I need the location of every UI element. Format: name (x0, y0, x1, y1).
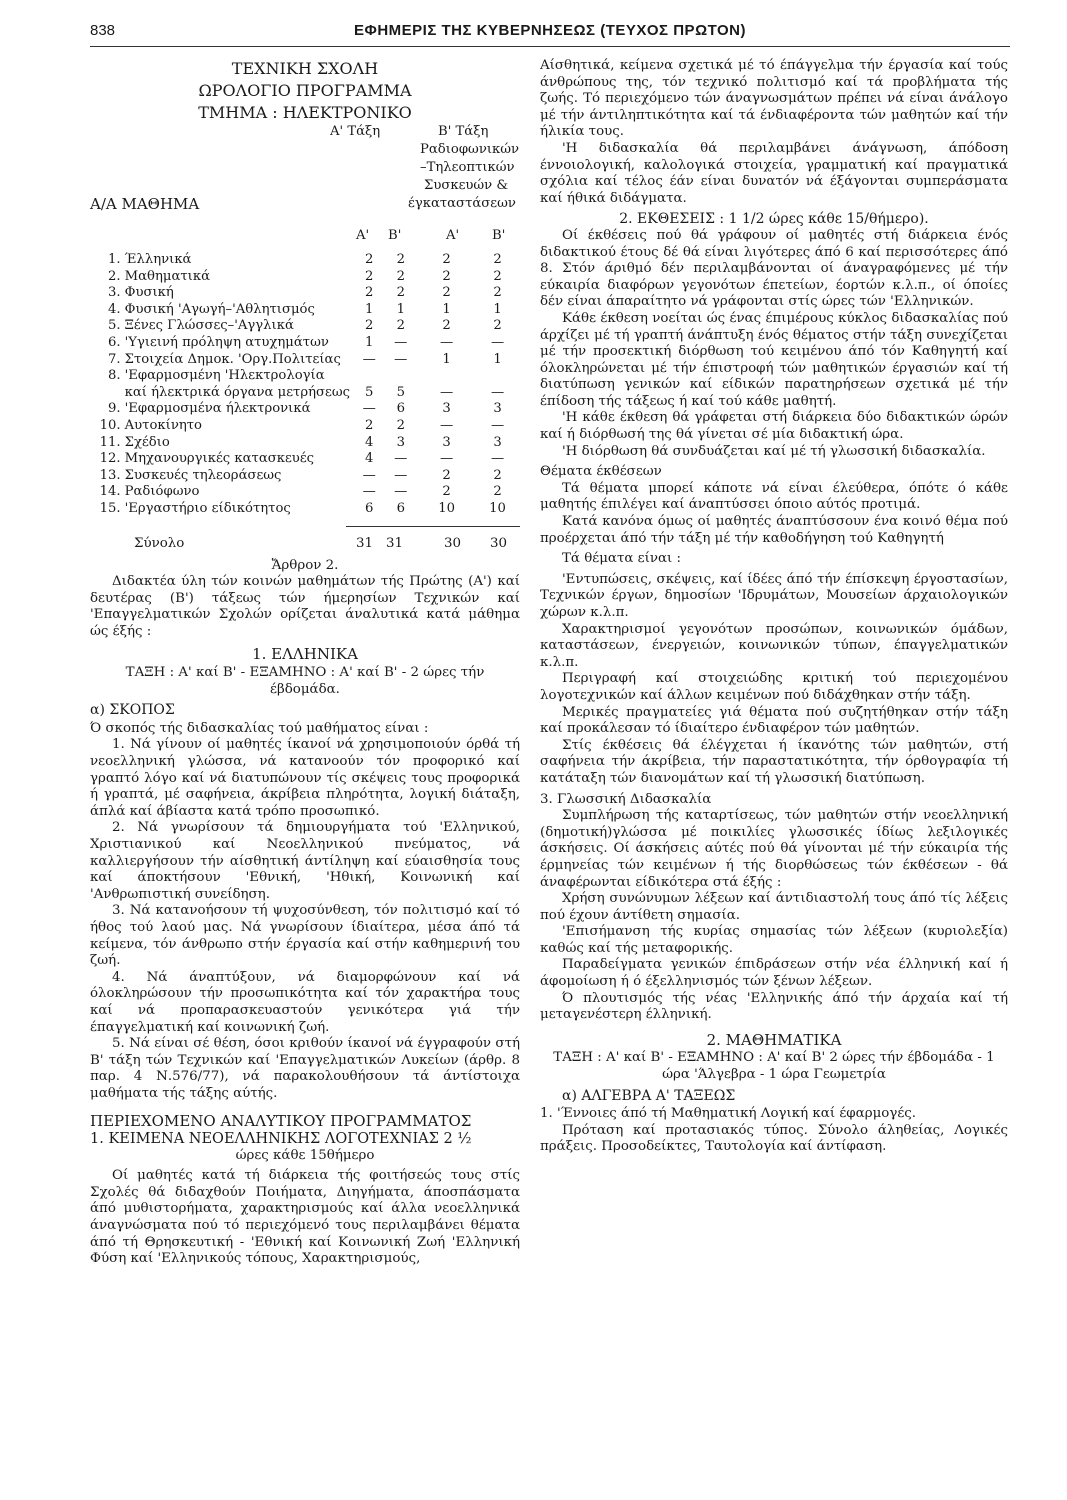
right-p15: Συμπλήρωση τής καταρτίσεως, τών μαθητών στήν νεοελληνική (δημοτική)γλώσσα μέ ποικιλίες γλωσσικές ίδίως λεξιλογικές άσκήσεις. Οί άσκήσεις αύτές πού θά γίνονται μέ τήν εύκαιρία τής έρμηνείας τών κειμένων ή τής διορθώσεως τών έκθέσεων - θά άναφέρωνται είδικότερα στά έξής : (540, 808, 1008, 890)
row-value: 3 (396, 434, 405, 450)
schedule-table (90, 252, 520, 518)
total-3: 30 (444, 535, 462, 551)
row-subject: καί ήλεκτρικά όργανα μετρήσεως (124, 384, 350, 400)
row-value: 6 (396, 401, 405, 417)
schedule-row (90, 385, 520, 402)
row-value: 1 (442, 351, 451, 367)
left-column (90, 58, 520, 1268)
row-value: 3 (493, 434, 502, 450)
page-number: 838 (90, 22, 116, 39)
row-subject: Ραδιόφωνο (124, 484, 200, 500)
right-p5: 'Η κάθε έκθεση θά γράφεται στή διάρκεια δύο διδακτικών ώρών καί ή διόρθωσή της θά γίνεται σέ μία διδακτική ώρα. (540, 410, 1008, 443)
gloss-title: 3. Γλωσσική Διδασκαλία (540, 791, 712, 807)
row-value: 2 (442, 467, 451, 483)
right-p19: Ό πλουτισμός τής νέας 'Ελληνικής άπό τήν άρχαία καί τή μεταγενέστερη έλληνική. (540, 990, 1008, 1023)
right-p2: 'Η διδασκαλία θά περιλαμβάνει άνάγνωση, άπόδοση έννοιολογική, καλολογικά στοιχεία, γραμματική καί πραγματικά σχόλια καί τέλος έάν είναι δυνατόν νά έξάγονται συμπεράσματα καί ήθικά διδάγματα. (540, 140, 1008, 206)
row-number (90, 385, 125, 402)
row-value: — (490, 417, 505, 433)
schedule-row (90, 335, 520, 352)
col-b-sub-3: Συσκευών & (424, 178, 509, 193)
schedule-row (90, 451, 520, 468)
row-subject: 'Εφαρμοσμένα ήλεκτρονικά (124, 401, 311, 417)
row-value: — (490, 334, 505, 350)
row-value: 1 (493, 351, 502, 367)
sub-hdr-4: Β' (492, 228, 506, 243)
row-value: 10 (438, 500, 455, 516)
themata-label: Θέματα έκθέσεων (540, 464, 662, 480)
row-value: 2 (442, 484, 451, 500)
row-value: — (362, 484, 376, 500)
row-number: 2. (108, 268, 121, 284)
right-p16: Χρήση συνώνυμων λέξεων καί άντιδιαστολή τους άπό τίς λέξεις πού έχουν άντίθετη σημασία. (540, 891, 1008, 923)
goal-3: 3. Νά κατανοήσουν τή ψυχοσύνθεση, τόν πολιτισμό καί τό ήθος τού λαού μας. Νά γνωρίσουν ίδιαίτερα, μέσα άπό τά κείμενα, τόν άνθρωπο στήν έργασία καί στήν καθημερινή του ζωή. (90, 903, 520, 969)
row-number: 5. (108, 318, 121, 334)
row-subject: Ξένες Γλώσσες–'Αγγλικά (124, 318, 294, 334)
row-subject: Έλληνικά (124, 252, 192, 267)
schedule-title-3: ΤΜΗΜΑ : ΗΛΕΚΤΡΟΝΙΚΟ (198, 103, 412, 122)
texts-sub: ώρες κάθε 15θήμερο (235, 1147, 375, 1163)
row-value: 3 (442, 434, 451, 450)
row-value: 5 (396, 384, 405, 400)
schedule-row (90, 484, 520, 501)
page-header (90, 22, 1010, 48)
total-label: Σύνολο (134, 535, 185, 551)
ektheseis-title: 2. ΕΚΘΕΣΕΙΣ : 1 1/2 ώρες κάθε 15/θήμερο). (619, 211, 929, 228)
row-value: 2 (493, 285, 502, 301)
row-value: 4 (364, 451, 374, 467)
schedule-row (90, 352, 520, 369)
row-value: 2 (364, 252, 374, 267)
algebra-title: α) ΑΛΓΕΒΡΑ Α' ΤΑΞΕΩΣ (562, 1087, 736, 1104)
row-subject: Φυσική (124, 285, 174, 301)
right-p18: Παραδείγματα γενικών έπιδράσεων στήν νέα έλληνική καί ή άφομοίωση ή ό έξελληνισμός τών ξένων λέξεων. (540, 957, 1008, 990)
row-number: 8. (108, 368, 121, 384)
schedule-row (90, 302, 520, 319)
row-value: 10 (489, 500, 506, 516)
row-number: 11. (99, 434, 121, 450)
col-b-sub-2: –Τηλεοπτικών (420, 160, 515, 175)
row-value: 5 (364, 384, 374, 400)
schedule-row (90, 501, 520, 518)
row-value: 2 (396, 252, 405, 267)
header-rule (90, 46, 1010, 47)
right-p1: Αίσθητικά, κείμενα σχετικά μέ τό έπάγγελμα τήν έργασία καί τούς άνθρώπους της, τόν τεχνικό πολιτισμό καί τά προβλήματα τής ζωής. Τό περιεχόμενο τών άναγνωσμάτων πρέπει νά είναι άνάλογο μέ τήν άντιληπτικότητα καί τά ένδιαφέροντα τών μαθητών καί τήν ήλικία τους. (540, 58, 1008, 140)
sub-hdr-3: Α' (446, 228, 460, 243)
sub-hdr-2: Β' (388, 228, 402, 243)
row-value: 2 (493, 484, 502, 500)
row-value: 2 (364, 318, 374, 334)
row-value: 1 (396, 301, 405, 317)
row-value: 2 (396, 285, 405, 301)
col-b-sub-1: Ραδιοφωνικών (420, 142, 520, 157)
right-p7: Τά θέματα μπορεί κάποτε νά είναι έλεύθερα, όπότε ό κάθε μαθητής έπιλέγει καί άναπτύσσει όποιο αύτός προτιμά. (540, 480, 1008, 513)
row-value: 2 (364, 285, 374, 301)
schedule-row (90, 435, 520, 452)
row-value: 2 (493, 268, 502, 284)
right-p9: Τά θέματα είναι : (562, 551, 682, 567)
texts-title: 1. ΚΕΙΜΕΝΑ ΝΕΟΕΛΛΗΝΙΚΗΣ ΛΟΓΟΤΕΧΝΙΑΣ 2 ½ (90, 1131, 472, 1148)
row-value (383, 368, 418, 385)
schedule-title-2: ΩΡΟΛΟΓΙΟ ΠΡΟΓΡΑΜΜΑ (198, 81, 412, 100)
right-p14: Στίς έκθέσεις θά έλέγχεται ή ίκανότης τών μαθητών, στή σαφήνεια τήν άκρίβεια, τήν παραστατικότητα, τήν όρθογραφία τή κατάταξη τών διανομάτων καί τή γλωσσική διατύπωση. (540, 737, 1008, 786)
texts-body: Οί μαθητές κατά τή διάρκεια τής φοιτήσεώς τους στίς Σχολές θά διδαχθούν Ποιήματα, Διηγήματα, άποσπάσματα άπό μυθιστορήματα, χαρακτηρισμούς καί άλλα νεοελληνικά άναγνώσματα πού τό περιεχόμενό τους περιλαμβάνει θέματα άπό τή Θρησκευτική - 'Εθνική καί Κοινωνική Ζωή 'Ελληνική Φύση καί 'Ελληνικούς τόπους, Χαρακτηρισμούς, (90, 1168, 520, 1267)
row-value: — (440, 417, 454, 433)
article-heading: Ἄρθρον 2. (271, 557, 339, 573)
algebra-1: 1. 'Έννοιες άπό τή Μαθηματική Λογική καί έφαρμογές. (540, 1106, 917, 1122)
schedule-row (90, 401, 520, 418)
row-value: — (440, 451, 454, 467)
schedule-title-1: ΤΕΧΝΙΚΗ ΣΧΟΛΗ (231, 59, 379, 78)
aa-label: Α/Α ΜΑΘΗΜΑ (90, 195, 200, 213)
goal-4: 4. Νά άναπτύξουν, νά διαμορφώνουν καί νά όλοκληρώσουν τήν προσωπικότητα καί τόν χαρακτήρα τους καί νά προπαρασκευαστούν γενικότερα γιά τήν έπαγγελματική καί κοινωνική ζωή. (90, 969, 520, 1035)
total-1: 31 (356, 535, 374, 551)
row-value: — (394, 451, 408, 467)
row-subject: Αυτοκίνητο (124, 417, 202, 433)
schedule-row (90, 468, 520, 485)
col-b-label: Β' Τάξη (438, 124, 489, 139)
row-value: 2 (396, 417, 405, 433)
section-greek-sub: ΤΑΞΗ : Α' καί Β' - ΕΞΑΜΗΝΟ : Α' καί Β' - 2 ώρες τήν έβδομάδα. (125, 665, 485, 697)
content-title: ΠΕΡΙΕΧΟΜΕΝΟ ΑΝΑΛΥΤΙΚΟΥ ΠΡΟΓΡΑΜΜΑΤΟΣ (90, 1111, 472, 1130)
row-subject: Στοιχεία Δημοκ. 'Οργ.Πολιτείας (124, 351, 341, 367)
math-sub: ΤΑΞΗ : Α' καί Β' - ΕΞΑΜΗΝΟ : Α' καί Β' 2 ώρες τήν έβδομάδα - 1 ώρα 'Άλγεβρα - 1 ώρα Γεωμετρία (553, 1050, 995, 1083)
math-title: 2. ΜΑΘΗΜΑΤΙΚΑ (706, 1030, 842, 1049)
schedule-column-header (90, 124, 520, 252)
right-column (540, 58, 1008, 1156)
row-value: 4 (364, 434, 374, 450)
row-number: 3. (108, 285, 121, 301)
schedule-row (90, 269, 520, 286)
goal-2: 2. Νά γνωρίσουν τά δημιουργήματα τού 'Ελληνικού, Χριστιανικού καί Νεοελληνικού πνεύματος, νά καλλιεργήσουν τήν αίσθητική άντίληψη καί εύαισθησία τους καί άποκτήσουν 'Εθνική, 'Ηθική, Κοινωνική καί 'Ανθρωπιστική συνείδηση. (90, 820, 520, 902)
total-2: 31 (386, 535, 404, 551)
row-subject: Μηχανουργικές κατασκευές (124, 451, 315, 467)
row-value: 6 (364, 500, 374, 516)
schedule-row (90, 318, 520, 335)
row-number: 15. (99, 500, 121, 516)
right-p17: 'Επισήμανση τής κυρίας σημασίας τών λέξεων (κυριολεξία) καθώς καί τής μεταφορικής. (540, 924, 1008, 956)
right-p12: Περιγραφή καί στοιχειώδης κριτική τού περιεχομένου λογοτεχνικών καί άλλων κειμένων πού διδάχθηκαν στήν τάξη. (540, 671, 1008, 703)
sub-hdr-1: Α' (356, 228, 370, 243)
row-value: 2 (493, 252, 502, 267)
right-p4: Κάθε έκθεση νοείται ώς ένας έπιμέρους κύκλος διδασκαλίας πού άρχίζει μέ τή γραπτή άνάπτυξη ένός θέματος στήν τάξη συνεχίζεται μέ τήν προσεκτική διόρθωση τού κειμένου άπό τόν Καθηγητή καί όλοκληρώνεται μέ τήν έπιστροφή τών μαθητικών έργασιών καί τή διατύπωση γενικών καί είδικών παρατηρήσεων σχετικά μέ τήν έπίδοση τής τάξεως ή καί τού κάθε μαθητή. (540, 310, 1008, 409)
row-value (355, 368, 384, 385)
row-subject: Φυσική 'Αγωγή–'Αθλητισμός (124, 301, 315, 317)
row-number: 13. (99, 467, 121, 483)
right-p10: 'Εντυπώσεις, σκέψεις, καί ίδέες άπό τήν έπίσκεψη έργοστασίων, Τεχνικών έργων, δημοσίων 'Ιδρυμάτων, Μουσείων άρχαιολογικών χώρων κ.λ.π. (540, 571, 1008, 620)
row-value: 2 (364, 417, 374, 433)
right-p3: Οί έκθέσεις πού θά γράφουν οί μαθητές στή διάρκεια ένός διδακτικού έτους δέ θά είναι λιγότερες άπό 6 καί περισσότερες άπό 8. Στόν άριθμό δέν περιλαμβάνονται οί άναγραφόμενες μέ τήν εύκαιρία διαφόρων γεγονότων έπετείων, έορτών κ.λ.π., οί όποίες δέν είναι άπαραίτητο νά γράφονται στίς ώρες τών 'Ελληνικών. (540, 227, 1008, 310)
row-value (475, 368, 520, 385)
row-value: 6 (396, 500, 405, 516)
row-value: — (440, 384, 454, 400)
row-value (418, 368, 475, 385)
row-value: 2 (442, 318, 451, 334)
row-value: — (440, 334, 454, 350)
row-value: — (362, 467, 376, 483)
row-value: 1 (364, 334, 374, 350)
row-subject: 'Εργαστήριο είδικότητος (124, 500, 291, 516)
row-value: 1 (364, 301, 374, 317)
row-value: — (394, 467, 408, 483)
col-b-sub-4: έγκαταστάσεων (408, 196, 516, 211)
schedule-row (90, 368, 520, 385)
row-value: — (490, 451, 505, 467)
row-value: — (362, 351, 376, 367)
row-value: 2 (493, 467, 502, 483)
row-value: — (394, 351, 408, 367)
row-value: 3 (442, 401, 451, 417)
row-subject: Μαθηματικά (124, 268, 210, 284)
schedule-row (90, 285, 520, 302)
right-p8: Κατά κανόνα όμως οί μαθητές άναπτύσσουν ένα κοινό θέμα πού προέρχεται άπό τήν τάξη μέ τήν καθοδήγηση τού Καθηγητή (540, 514, 1008, 546)
row-value: — (394, 334, 408, 350)
total-4: 30 (490, 535, 508, 551)
row-subject: 'Υγιεινή πρόληψη ατυχημάτων (124, 334, 329, 350)
journal-title: ΕΦΗΜΕΡΙΣ ΤΗΣ ΚΥΒΕΡΝΗΣΕΩΣ (ΤΕΥΧΟΣ ΠΡΩΤΟΝ) (354, 22, 746, 39)
section-greek-title: 1. ΕΛΛΗΝΙΚΑ (252, 645, 358, 664)
skopos-label: α) ΣΚΟΠΟΣ (90, 702, 175, 719)
schedule-row (90, 418, 520, 435)
row-subject: Σχέδιο (124, 434, 170, 450)
row-value: 2 (442, 252, 451, 267)
right-p13: Μερικές πραγματείες γιά θέματα πού συζητήθηκαν στήν τάξη καί προκάλεσαν τό ίδιαίτερο ένδιαφέρον τών μαθητών. (540, 704, 1008, 737)
col-a-label: Α' Τάξη (330, 124, 381, 139)
row-value: 2 (442, 268, 451, 284)
row-value: — (490, 384, 505, 400)
skopos-intro: Ό σκοπός τής διδασκαλίας τού μαθήματος είναι : (90, 720, 429, 736)
row-value: 2 (396, 268, 405, 284)
row-value: 2 (396, 318, 405, 334)
totals-rule (346, 526, 520, 527)
article-intro: Διδακτέα ύλη τών κοινών μαθημάτων τής Πρώτης (Α') καί δευτέρας (Β') τάξεως τών ήμερησίων Τεχνικών καί 'Επαγγελματικών Σχολών ορίζεται άναλυτικά κατά μάθημα ώς έξής : (90, 574, 520, 639)
row-value: 2 (493, 318, 502, 334)
row-number: 7. (108, 351, 121, 367)
row-value: 2 (442, 285, 451, 301)
right-p6: 'Η διόρθωση θά συνδυάζεται καί μέ τή γλωσσική διδασκαλία. (562, 443, 986, 459)
row-number: 4. (108, 301, 121, 317)
row-subject: 'Εφαρμοσμένη 'Ηλεκτρολογία (124, 368, 325, 384)
row-value: 3 (493, 401, 502, 417)
schedule-row (90, 252, 520, 269)
row-number: 6. (108, 334, 121, 350)
row-value: — (394, 484, 408, 500)
algebra-2: Πρόταση καί προτασιακός τύπος. Σύνολο άληθείας, Λογικές πράξεις. Προσοδείκτες, Ταυτολογία καί άντίφαση. (540, 1122, 1008, 1155)
totals-row (90, 528, 520, 551)
row-number: 1. (108, 252, 121, 267)
goal-5: 5. Νά είναι σέ θέση, όσοι κριθούν ίκανοί νά έγγραφούν στή Β' τάξη τών Τεχνικών καί 'Επαγγελματικών Λυκείων (άρθρ. 8 παρ. 4 Ν.576/77), νά παρακολουθήσουν τά άντίστοιχα μαθήματα τής τάξης αύτής. (90, 1036, 520, 1101)
right-p11: Χαρακτηρισμοί γεγονότων προσώπων, κοινωνικών όμάδων, καταστάσεων, ένεργειών, κοινωνικών τύπων, έπαγγελματικών κ.λ.π. (540, 621, 1008, 670)
row-value: 1 (493, 301, 502, 317)
row-number: 12. (99, 451, 121, 467)
row-value: — (362, 401, 376, 417)
row-number: 14. (99, 484, 121, 500)
row-subject: Συσκευές τηλεοράσεως (124, 467, 282, 483)
row-value: 1 (442, 301, 451, 317)
row-number: 10. (99, 417, 121, 433)
row-number: 9. (108, 401, 121, 417)
goal-1: 1. Νά γίνουν οί μαθητές ίκανοί νά χρησιμοποιούν όρθά τή νεοελληνική γλώσσα, νά κατανοούν τόν προφορικό καί γραπτό λόγο καί νά διατυπώνουν τίς σκέψεις τους προφορικά ή γραπτά, μέ σαφήνεια, άκρίβεια πληρότητα, λογική διάταξη, άπλά καί άβίαστα κατά τρόπο προσωπικό. (90, 737, 520, 819)
row-value: 2 (364, 268, 374, 284)
